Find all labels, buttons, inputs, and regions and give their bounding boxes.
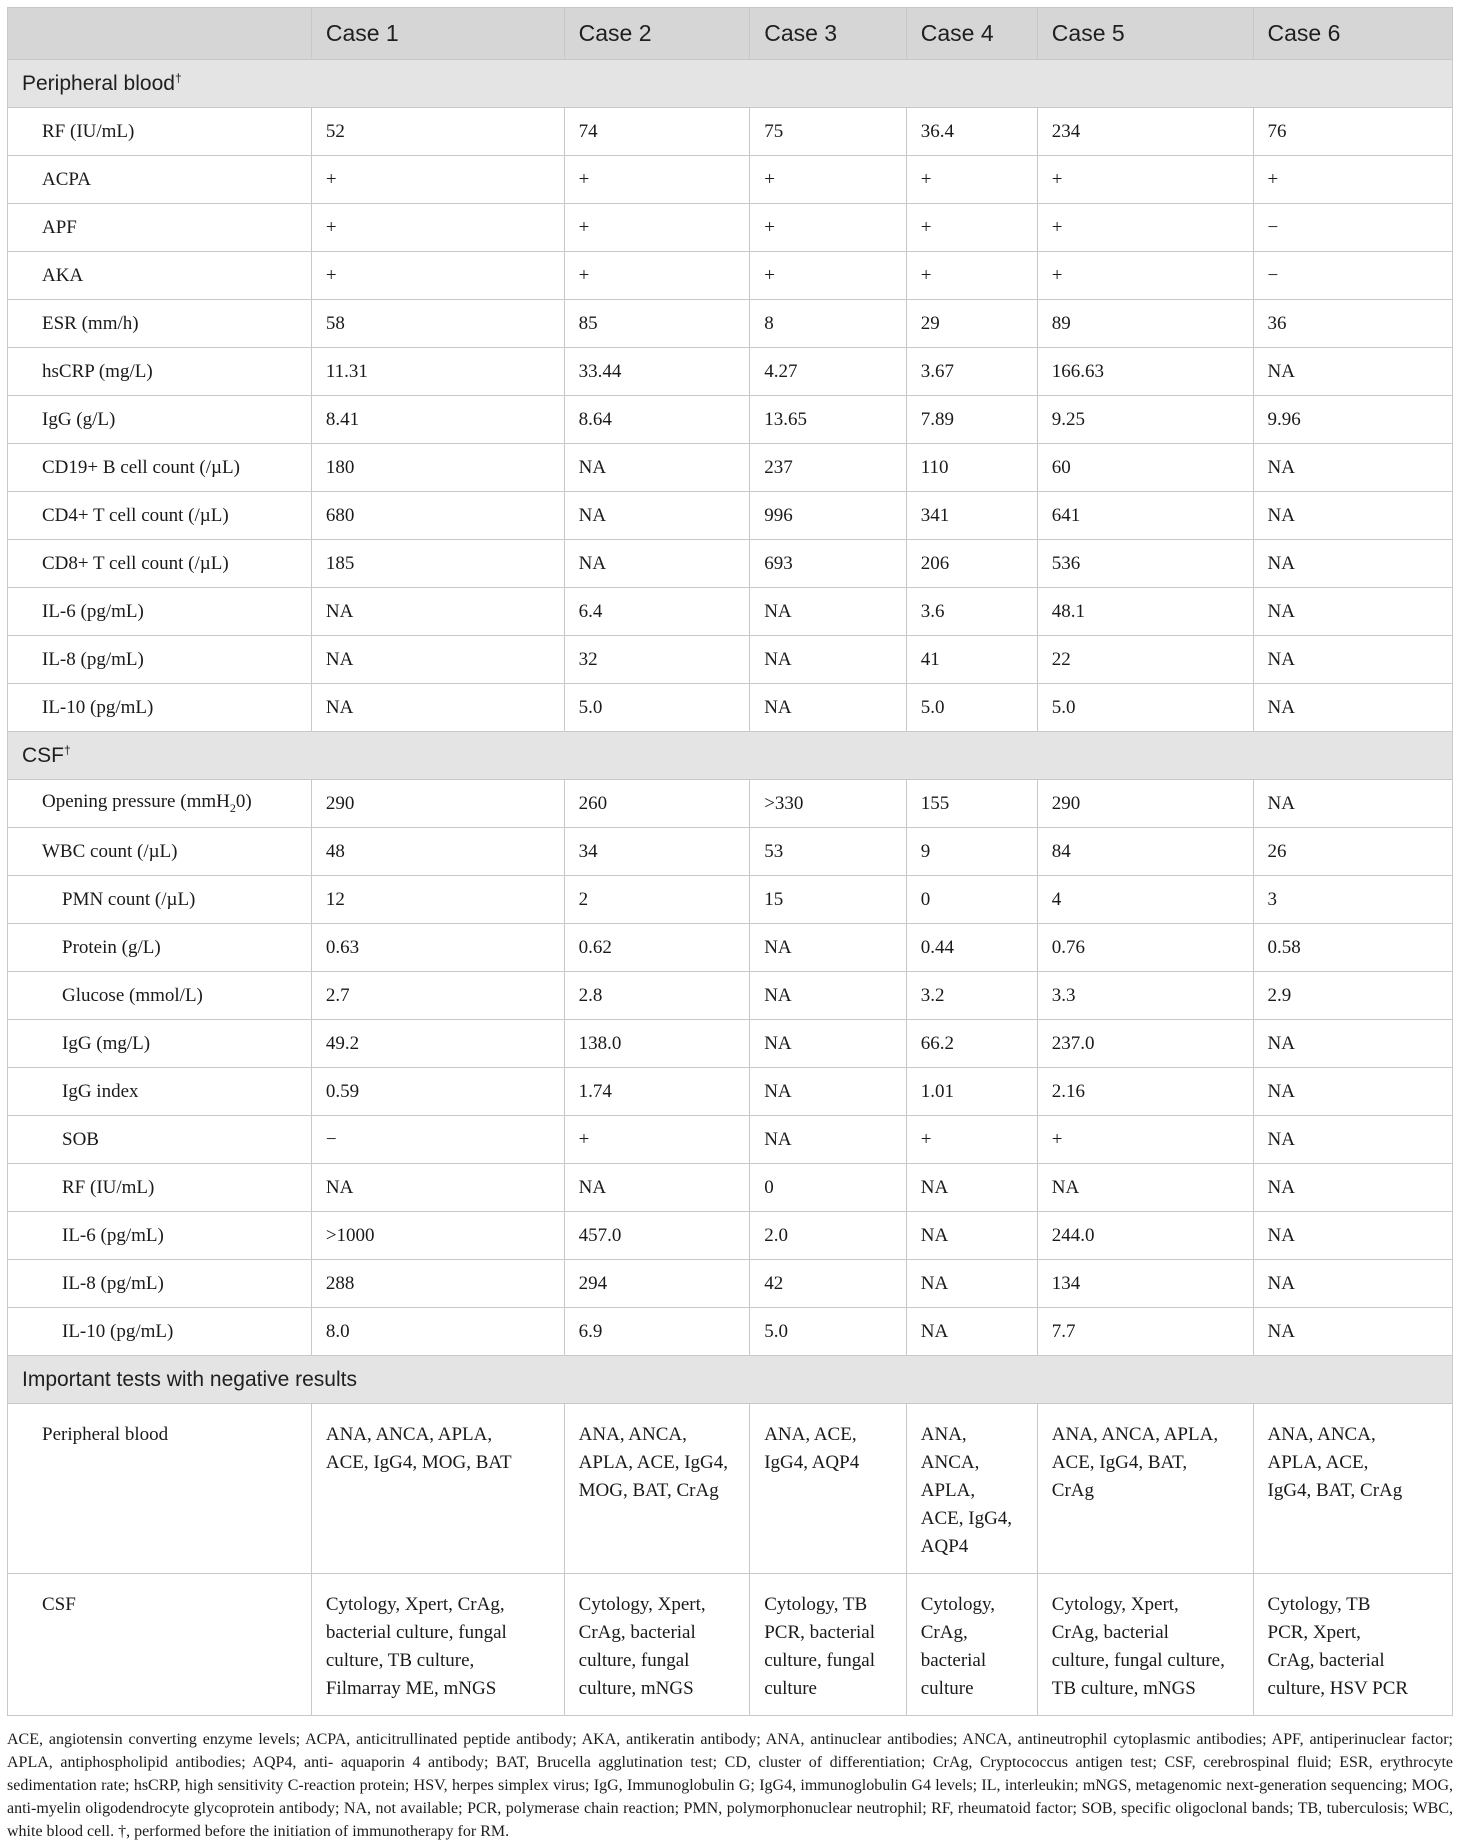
value-cell: 2.8 <box>564 972 750 1020</box>
value-cell: 166.63 <box>1037 348 1253 396</box>
table-row <box>8 396 1453 444</box>
cell-line: culture, fungal culture, <box>1051 1650 1225 1671</box>
cell-line: ANA, ANCA, <box>578 1424 687 1445</box>
value-cell: NA <box>750 924 907 972</box>
table-row <box>8 300 1453 348</box>
value-cell: + <box>906 1116 1037 1164</box>
value-cell: 536 <box>1037 540 1253 588</box>
value-cell: − <box>1253 252 1453 300</box>
value-cell: + <box>750 252 907 300</box>
value-cell: 290 <box>311 780 564 828</box>
value-cell: 2.7 <box>311 972 564 1020</box>
value-cell: 5.0 <box>1037 684 1253 732</box>
label-text: 0) <box>235 791 252 813</box>
cell-line: CrAg, <box>920 1622 968 1643</box>
value-cell: NA <box>1253 636 1453 684</box>
section-csf <box>8 732 1453 780</box>
value-cell: 8.0 <box>311 1308 564 1356</box>
value-cell: 206 <box>906 540 1037 588</box>
value-cell: 48.1 <box>1037 588 1253 636</box>
table-container <box>7 7 1453 1843</box>
table-footnote: ACE, angiotensin converting enzyme levels; ACPA, anticitrullinated peptide antibody; AKA, antikeratin antibody; ANA, antinuclear antibodies; ANCA, antineutrophil cytoplasmic antibodies; APF, antiperinuclear factor; APLA, antiphospholipid antibodies; AQP4, anti- aquaporin 4 antibody; BAT, Brucella agglutination test; CD, cluster of differentiation; CrAg, Cryptococcus antigen test; CSF, cerebrospinal fluid; ESR, erythrocyte sedimentation rate; hsCRP, high sensitivity C-reaction protein; HSV, herpes simplex virus; IgG, Immunoglobulin G; IgG4, immunoglobulin G4 levels; IL, interleukin; mNGS, metagenomic next-generation sequencing; MOG, anti-myelin oligodendrocyte glycoprotein antibody; NA, not available; PCR, polymerase chain reaction; PMN, polymorphonuclear neutrophil; RF, rheumatoid factor; SOB, specific oligoclonal bands; TB, tuberculosis; WBC, white blood cell. †, performed before the initiation of immunotherapy for RM. <box>7 1731 1453 1840</box>
value-cell: 9 <box>906 828 1037 876</box>
value-cell: NA <box>1253 588 1453 636</box>
value-cell: 36.4 <box>906 108 1037 156</box>
cell-line: ANA, <box>920 1424 967 1445</box>
value-cell: NA <box>906 1212 1037 1260</box>
value-cell: 341 <box>906 492 1037 540</box>
row-label: Peripheral blood <box>8 1404 312 1574</box>
lab-results-table <box>7 7 1453 1716</box>
section-title: Peripheral blood <box>22 72 175 95</box>
row-label: RF (IU/mL) <box>8 1164 312 1212</box>
value-cell: − <box>311 1116 564 1164</box>
value-cell: 5.0 <box>750 1308 907 1356</box>
row-label: IL-8 (pg/mL) <box>8 1260 312 1308</box>
value-cell: 9.96 <box>1253 396 1453 444</box>
value-cell: 85 <box>564 300 750 348</box>
value-cell: NA <box>750 1020 907 1068</box>
value-cell: NA <box>1253 540 1453 588</box>
value-cell: 641 <box>1037 492 1253 540</box>
negative-row-peripheral <box>8 1404 1453 1574</box>
value-cell: NA <box>311 588 564 636</box>
label-text: Opening pressure (mmH <box>42 791 230 813</box>
value-cell: NA <box>1253 348 1453 396</box>
value-cell: NA <box>311 1164 564 1212</box>
cell-line: bacterial culture, fungal <box>325 1622 507 1643</box>
value-cell: NA <box>750 588 907 636</box>
value-cell: 294 <box>564 1260 750 1308</box>
cell-line: Cytology, Xpert, <box>1051 1594 1179 1615</box>
value-cell: NA <box>564 444 750 492</box>
value-cell: 76 <box>1253 108 1453 156</box>
negative-tests-cell <box>906 1404 1037 1574</box>
table-row <box>8 828 1453 876</box>
header-cell <box>8 8 312 60</box>
value-cell: NA <box>1253 780 1453 828</box>
section-title: Important tests with negative results <box>8 1356 1453 1404</box>
label-subscript: 2 <box>229 800 236 815</box>
negative-tests-cell <box>1037 1404 1253 1574</box>
row-label: RF (IU/mL) <box>8 108 312 156</box>
row-label: AKA <box>8 252 312 300</box>
value-cell: 3 <box>1253 876 1453 924</box>
negative-tests-cell <box>750 1574 907 1716</box>
cell-line: culture <box>920 1678 974 1699</box>
value-cell: 0.58 <box>1253 924 1453 972</box>
value-cell: + <box>1253 156 1453 204</box>
cell-line: ANA, ANCA, <box>1267 1424 1376 1445</box>
cell-line: Cytology, TB <box>764 1594 868 1615</box>
value-cell: + <box>1037 1116 1253 1164</box>
value-cell: 3.2 <box>906 972 1037 1020</box>
value-cell: 29 <box>906 300 1037 348</box>
cell-line: APLA, ACE, IgG4, <box>578 1452 729 1473</box>
value-cell: NA <box>1253 1308 1453 1356</box>
value-cell: 4.27 <box>750 348 907 396</box>
cell-line: ACE, IgG4, <box>920 1508 1013 1529</box>
header-cell: Case 2 <box>564 8 750 60</box>
cell-line: PCR, bacterial <box>764 1622 876 1643</box>
header-cell: Case 3 <box>750 8 907 60</box>
cell-line: ACE, IgG4, MOG, BAT <box>325 1452 512 1473</box>
value-cell: NA <box>750 636 907 684</box>
row-label: ACPA <box>8 156 312 204</box>
cell-line: bacterial <box>920 1650 987 1671</box>
negative-tests-cell <box>906 1574 1037 1716</box>
row-label: CSF <box>8 1574 312 1716</box>
row-label: PMN count (/µL) <box>8 876 312 924</box>
value-cell: 26 <box>1253 828 1453 876</box>
cell-line: culture, TB culture, <box>325 1650 475 1671</box>
value-cell: NA <box>750 972 907 1020</box>
value-cell: 60 <box>1037 444 1253 492</box>
dagger-mark: † <box>64 743 71 757</box>
value-cell: NA <box>1253 444 1453 492</box>
cell-line: Cytology, TB <box>1267 1594 1371 1615</box>
value-cell: NA <box>906 1308 1037 1356</box>
value-cell: NA <box>1037 1164 1253 1212</box>
cell-line: MOG, BAT, CrAg <box>578 1480 719 1501</box>
value-cell: NA <box>1253 1020 1453 1068</box>
section-peripheral-blood <box>8 60 1453 108</box>
row-label: IgG (g/L) <box>8 396 312 444</box>
row-label: IL-6 (pg/mL) <box>8 1212 312 1260</box>
value-cell: >330 <box>750 780 907 828</box>
cell-line: culture, mNGS <box>578 1678 694 1699</box>
value-cell: NA <box>1253 1260 1453 1308</box>
value-cell: 8.64 <box>564 396 750 444</box>
row-label: IgG index <box>8 1068 312 1116</box>
value-cell: 244.0 <box>1037 1212 1253 1260</box>
value-cell: 11.31 <box>311 348 564 396</box>
value-cell: 457.0 <box>564 1212 750 1260</box>
value-cell: 84 <box>1037 828 1253 876</box>
table-row <box>8 540 1453 588</box>
table-row <box>8 780 1453 828</box>
table-row <box>8 348 1453 396</box>
value-cell: 0.63 <box>311 924 564 972</box>
cell-line: AQP4 <box>920 1536 969 1557</box>
value-cell: + <box>311 204 564 252</box>
row-label: Glucose (mmol/L) <box>8 972 312 1020</box>
value-cell: 3.67 <box>906 348 1037 396</box>
cell-line: culture <box>764 1678 817 1699</box>
table-row <box>8 972 1453 1020</box>
row-label: CD4+ T cell count (/µL) <box>8 492 312 540</box>
value-cell: NA <box>564 492 750 540</box>
value-cell: 6.9 <box>564 1308 750 1356</box>
value-cell: 4 <box>1037 876 1253 924</box>
section-negative-results <box>8 1356 1453 1404</box>
value-cell: NA <box>311 636 564 684</box>
value-cell: 180 <box>311 444 564 492</box>
value-cell: 185 <box>311 540 564 588</box>
value-cell: + <box>564 1116 750 1164</box>
value-cell: 53 <box>750 828 907 876</box>
cell-line: Cytology, Xpert, <box>578 1594 706 1615</box>
value-cell: 89 <box>1037 300 1253 348</box>
value-cell: 58 <box>311 300 564 348</box>
table-row <box>8 1116 1453 1164</box>
negative-tests-cell <box>564 1574 750 1716</box>
negative-tests-cell <box>311 1404 564 1574</box>
value-cell: 680 <box>311 492 564 540</box>
value-cell: 3.6 <box>906 588 1037 636</box>
value-cell: NA <box>564 1164 750 1212</box>
value-cell: NA <box>750 684 907 732</box>
value-cell: 49.2 <box>311 1020 564 1068</box>
table-row <box>8 1068 1453 1116</box>
cell-line: IgG4, BAT, CrAg <box>1267 1480 1403 1501</box>
value-cell: NA <box>906 1164 1037 1212</box>
value-cell: 288 <box>311 1260 564 1308</box>
value-cell: 41 <box>906 636 1037 684</box>
value-cell: >1000 <box>311 1212 564 1260</box>
value-cell: + <box>311 252 564 300</box>
value-cell: 110 <box>906 444 1037 492</box>
header-row <box>8 8 1453 60</box>
row-label: CD19+ B cell count (/µL) <box>8 444 312 492</box>
value-cell: 52 <box>311 108 564 156</box>
row-label <box>8 780 312 828</box>
value-cell: + <box>750 204 907 252</box>
negative-row-csf <box>8 1574 1453 1716</box>
negative-tests-cell <box>1253 1404 1453 1574</box>
value-cell: 22 <box>1037 636 1253 684</box>
value-cell: 0 <box>906 876 1037 924</box>
table-row <box>8 924 1453 972</box>
value-cell: 36 <box>1253 300 1453 348</box>
value-cell: 1.01 <box>906 1068 1037 1116</box>
value-cell: NA <box>564 540 750 588</box>
value-cell: NA <box>906 1260 1037 1308</box>
row-label: WBC count (/µL) <box>8 828 312 876</box>
table-row <box>8 1212 1453 1260</box>
negative-tests-cell <box>1037 1574 1253 1716</box>
value-cell: 42 <box>750 1260 907 1308</box>
row-label: IL-10 (pg/mL) <box>8 684 312 732</box>
value-cell: + <box>906 252 1037 300</box>
table-row <box>8 876 1453 924</box>
value-cell: 34 <box>564 828 750 876</box>
table-row <box>8 156 1453 204</box>
table-row <box>8 684 1453 732</box>
table-row <box>8 204 1453 252</box>
value-cell: NA <box>1253 1164 1453 1212</box>
table-row <box>8 1308 1453 1356</box>
table-row <box>8 1020 1453 1068</box>
value-cell: 237.0 <box>1037 1020 1253 1068</box>
cell-line: ANA, ACE, <box>764 1424 857 1445</box>
value-cell: 33.44 <box>564 348 750 396</box>
value-cell: 138.0 <box>564 1020 750 1068</box>
cell-line: culture, fungal <box>764 1650 875 1671</box>
value-cell: 996 <box>750 492 907 540</box>
header-cell: Case 5 <box>1037 8 1253 60</box>
value-cell: NA <box>1253 1068 1453 1116</box>
value-cell: 237 <box>750 444 907 492</box>
value-cell: 7.89 <box>906 396 1037 444</box>
value-cell: NA <box>1253 492 1453 540</box>
table-row <box>8 492 1453 540</box>
value-cell: 13.65 <box>750 396 907 444</box>
table-row <box>8 1260 1453 1308</box>
value-cell: 0.59 <box>311 1068 564 1116</box>
cell-line: APLA, ACE, <box>1267 1452 1369 1473</box>
value-cell: 8.41 <box>311 396 564 444</box>
cell-line: CrAg <box>1051 1480 1095 1501</box>
value-cell: NA <box>1253 1212 1453 1260</box>
negative-tests-cell <box>1253 1574 1453 1716</box>
cell-line: Cytology, Xpert, CrAg, <box>325 1594 505 1615</box>
value-cell: + <box>564 252 750 300</box>
value-cell: 134 <box>1037 1260 1253 1308</box>
value-cell: 66.2 <box>906 1020 1037 1068</box>
value-cell: + <box>564 156 750 204</box>
value-cell: 12 <box>311 876 564 924</box>
table-row <box>8 588 1453 636</box>
table-row <box>8 252 1453 300</box>
section-title: CSF <box>22 744 64 767</box>
negative-tests-cell <box>564 1404 750 1574</box>
value-cell: − <box>1253 204 1453 252</box>
row-label: SOB <box>8 1116 312 1164</box>
value-cell: + <box>564 204 750 252</box>
value-cell: 0 <box>750 1164 907 1212</box>
cell-line: IgG4, AQP4 <box>764 1452 860 1473</box>
value-cell: 290 <box>1037 780 1253 828</box>
cell-line: CrAg, bacterial <box>1267 1650 1385 1671</box>
value-cell: 8 <box>750 300 907 348</box>
row-label: IgG (mg/L) <box>8 1020 312 1068</box>
row-label: IL-10 (pg/mL) <box>8 1308 312 1356</box>
row-label: IL-8 (pg/mL) <box>8 636 312 684</box>
value-cell: NA <box>1253 684 1453 732</box>
value-cell: 2.9 <box>1253 972 1453 1020</box>
row-label: Protein (g/L) <box>8 924 312 972</box>
row-label: IL-6 (pg/mL) <box>8 588 312 636</box>
cell-line: Cytology, <box>920 1594 995 1615</box>
dagger-mark: † <box>174 71 182 85</box>
row-label: ESR (mm/h) <box>8 300 312 348</box>
value-cell: 0.62 <box>564 924 750 972</box>
value-cell: 2.16 <box>1037 1068 1253 1116</box>
value-cell: 48 <box>311 828 564 876</box>
value-cell: 234 <box>1037 108 1253 156</box>
value-cell: 5.0 <box>564 684 750 732</box>
value-cell: NA <box>750 1116 907 1164</box>
header-cell: Case 6 <box>1253 8 1453 60</box>
negative-tests-cell <box>311 1574 564 1716</box>
value-cell: + <box>1037 156 1253 204</box>
cell-line: ACE, IgG4, BAT, <box>1051 1452 1188 1473</box>
value-cell: + <box>1037 204 1253 252</box>
value-cell: 7.7 <box>1037 1308 1253 1356</box>
table-row <box>8 108 1453 156</box>
value-cell: NA <box>1253 1116 1453 1164</box>
cell-line: culture, HSV PCR <box>1267 1678 1409 1699</box>
cell-line: CrAg, bacterial <box>1051 1622 1169 1643</box>
value-cell: 1.74 <box>564 1068 750 1116</box>
value-cell: 260 <box>564 780 750 828</box>
value-cell: 0.76 <box>1037 924 1253 972</box>
value-cell: 75 <box>750 108 907 156</box>
value-cell: + <box>750 156 907 204</box>
value-cell: NA <box>750 1068 907 1116</box>
value-cell: + <box>1037 252 1253 300</box>
value-cell: 3.3 <box>1037 972 1253 1020</box>
cell-line: ANCA, <box>920 1452 980 1473</box>
value-cell: 2.0 <box>750 1212 907 1260</box>
header-cell: Case 1 <box>311 8 564 60</box>
value-cell: 32 <box>564 636 750 684</box>
row-label: CD8+ T cell count (/µL) <box>8 540 312 588</box>
table-row <box>8 1164 1453 1212</box>
value-cell: 155 <box>906 780 1037 828</box>
value-cell: 6.4 <box>564 588 750 636</box>
value-cell: + <box>906 204 1037 252</box>
table-row <box>8 444 1453 492</box>
value-cell: NA <box>311 684 564 732</box>
row-label: hsCRP (mg/L) <box>8 348 312 396</box>
value-cell: 0.44 <box>906 924 1037 972</box>
cell-line: culture, fungal <box>578 1650 690 1671</box>
table-row <box>8 636 1453 684</box>
value-cell: 693 <box>750 540 907 588</box>
cell-line: TB culture, mNGS <box>1051 1678 1196 1699</box>
value-cell: + <box>906 156 1037 204</box>
row-label: APF <box>8 204 312 252</box>
cell-line: ANA, ANCA, APLA, <box>1051 1424 1219 1445</box>
value-cell: 9.25 <box>1037 396 1253 444</box>
cell-line: APLA, <box>920 1480 976 1501</box>
value-cell: 74 <box>564 108 750 156</box>
value-cell: 2 <box>564 876 750 924</box>
value-cell: + <box>311 156 564 204</box>
value-cell: 15 <box>750 876 907 924</box>
cell-line: Filmarray ME, mNGS <box>325 1678 497 1699</box>
cell-line: ANA, ANCA, APLA, <box>325 1424 493 1445</box>
cell-line: CrAg, bacterial <box>578 1622 696 1643</box>
negative-tests-cell <box>750 1404 907 1574</box>
value-cell: 5.0 <box>906 684 1037 732</box>
header-cell: Case 4 <box>906 8 1037 60</box>
cell-line: PCR, Xpert, <box>1267 1622 1361 1643</box>
